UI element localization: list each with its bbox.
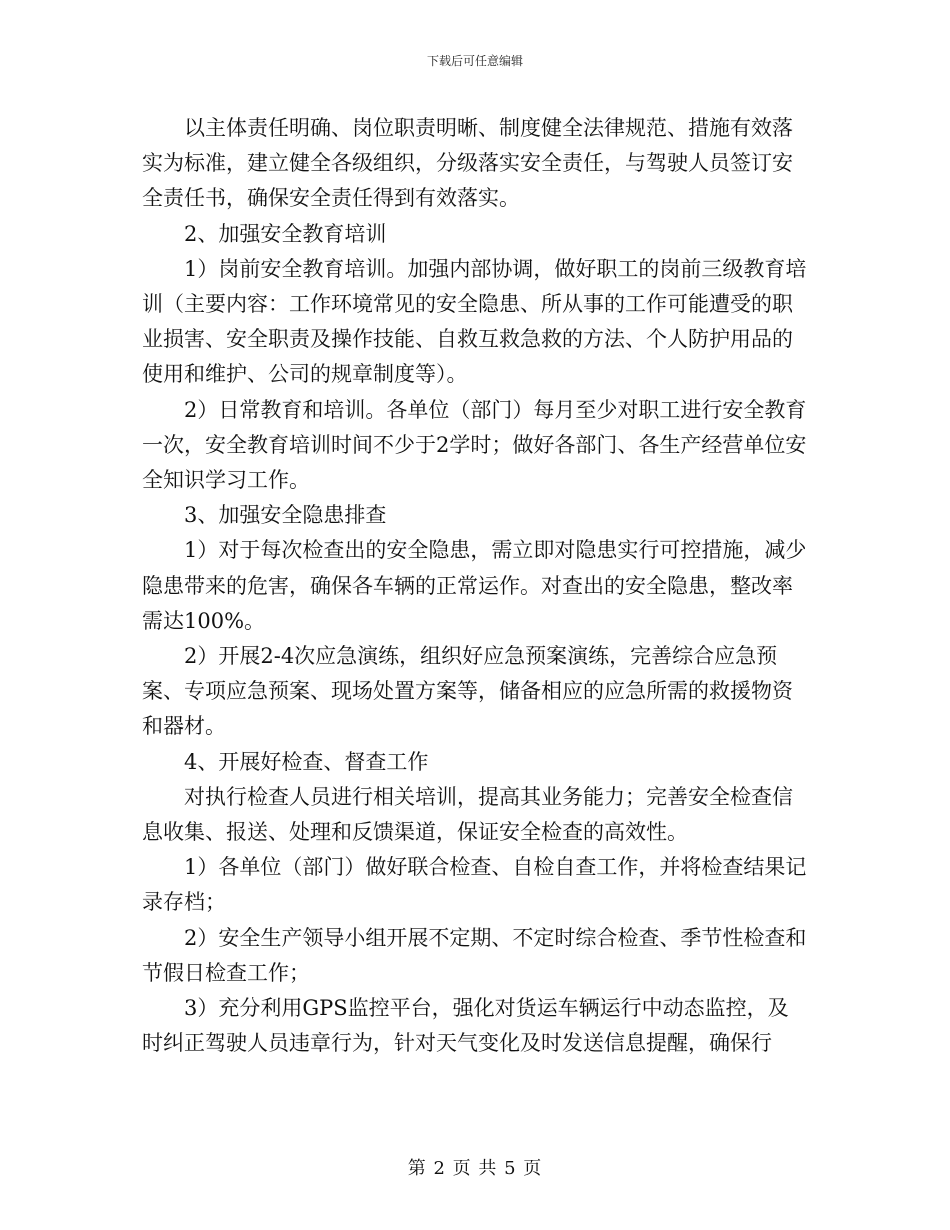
section-heading: 2、加强安全教育培训 — [184, 221, 387, 246]
page-header: 下载后可任意编辑 — [426, 54, 523, 68]
document-body — [142, 111, 808, 1061]
paragraph: 以主体责任明确、岗位职责明晰、制度健全法律规范、措施有效落实为标准，建立健全各级组织，分级落实安全责任，与驾驶人员签订安全责任书，确保安全责任得到有效落实。 — [142, 116, 793, 211]
paragraph: 对执行检查人员进行相关培训，提高其业务能力；完善安全检查信息收集、报送、处理和反馈渠道，保证安全检查的高效性。 — [142, 784, 793, 845]
paragraph: 3）充分利用GPS监控平台，强化对货运车辆运行中动态监控，及时纠正驾驶人员违章行为，针对天气变化及时发送信息提醒，确保行 — [142, 996, 789, 1056]
paragraph: 1）对于每次检查出的安全隐患，需立即对隐患实行可控措施，减少隐患带来的危害，确保各车辆的正常运作。对查出的安全隐患，整改率需达100%。 — [142, 538, 807, 633]
paragraph: 2）日常教育和培训。各单位（部门）每月至少对职工进行安全教育一次，安全教育培训时间不少于2学时；做好各部门、各生产经营单位安全知识学习工作。 — [142, 397, 807, 493]
paragraph: 2）开展2-4次应急演练，组织好应急预案演练，完善综合应急预案、专项应急预案、现场处置方案等，储备相应的应急所需的救援物资和器材。 — [142, 644, 793, 739]
paragraph: 1）岗前安全教育培训。加强内部协调，做好职工的岗前三级教育培训（主要内容：工作环境常见的安全隐患、所从事的工作可能遭受的职业损害、安全职责及操作技能、自救互救急救的方法、个人防护用品的使用和维护、公司的规章制度等）。 — [142, 256, 807, 387]
section-heading: 3、加强安全隐患排查 — [184, 503, 387, 528]
page-footer: 第 2 页 共 5 页 — [407, 1158, 543, 1179]
paragraph: 1）各单位（部门）做好联合检查、自检自查工作，并将检查结果记录存档； — [142, 855, 807, 915]
section-heading: 4、开展好检查、督查工作 — [184, 749, 429, 774]
paragraph: 2）安全生产领导小组开展不定期、不定时综合检查、季节性检查和节假日检查工作； — [142, 925, 807, 985]
